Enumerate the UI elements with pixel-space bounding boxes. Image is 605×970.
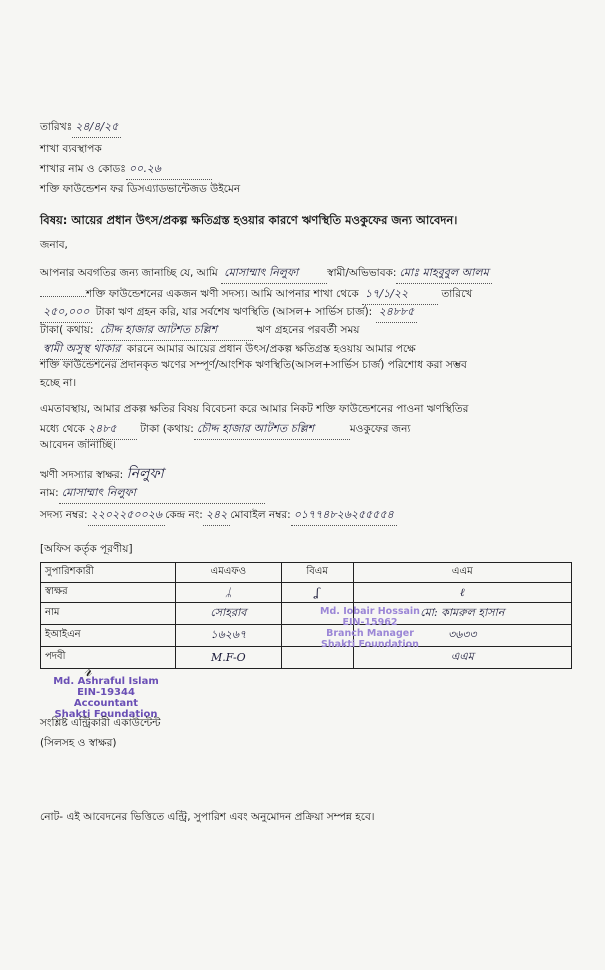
column-header: এমএফও — [176, 563, 282, 583]
signature-label: ঋণী সদস্যার স্বাক্ষর: — [40, 469, 124, 481]
member-name-value: মোসাম্মাৎ নিলুফা — [59, 484, 265, 504]
body-text: শক্তি ফাউন্ডেশনের একজন ঋণী সদস্য। আমি আপনার শাখা থেকে — [86, 288, 359, 300]
member-name-line — [40, 484, 265, 504]
column-header: এএম — [353, 563, 571, 583]
mfo-designation: M.F-O — [176, 647, 282, 669]
row-label: পদবী — [41, 647, 176, 669]
mobile-label: মোবাইল নম্বর: — [230, 509, 291, 521]
recipient-line: শাখা ব্যবস্থাপক — [40, 143, 102, 155]
body-text: মওকুফের জন্য — [349, 423, 411, 435]
name-label: নাম: — [40, 487, 59, 499]
mobile-value: ০১৭৭৪৮২৬২৫৫৫৫৪ — [291, 506, 397, 526]
body-line-2 — [40, 285, 472, 305]
bm-signature: ʆ — [281, 583, 353, 603]
body-line-3 — [40, 303, 417, 323]
blank-dots — [40, 296, 86, 297]
reason-handwritten: স্বামী অসুস্থ থাকার — [40, 340, 123, 360]
date-label: তারিখঃ — [40, 121, 73, 133]
mfo-name: সোহরাব — [176, 603, 282, 625]
body-line-7: হচ্ছে না। — [40, 377, 77, 389]
table-header-row — [41, 563, 572, 583]
body-text: টাকা (কথায়: — [140, 423, 194, 435]
stamp-ein: EIN-19344 — [77, 687, 135, 698]
waiver-amount-handwritten: ২৪৮৫ — [85, 420, 137, 440]
stamp-name: Md. Iobair Hossain — [320, 606, 420, 617]
mfo-ein: ১৬২৬৭ — [176, 625, 282, 647]
body-line-6: শক্তি ফাউন্ডেশনের প্রদানকৃত ঋণের সম্পূর্ণ/আংশিক ঋণস্থিতি(আসল+সার্ভিস চার্জ) পরিশোধ করা সম্ভব — [40, 359, 467, 371]
branch-line — [40, 160, 212, 180]
member-signature: নিলুফা — [126, 466, 164, 482]
mfo-signature: ᛦ — [176, 583, 282, 603]
organization-line: শক্তি ফাউন্ডেশন ফর ডিসএ্যাডভান্টেজড উইমেন — [40, 183, 241, 195]
body-text: তারিখে — [441, 288, 473, 300]
request-line-2 — [40, 420, 410, 440]
body-text: ঋণ গ্রহনের পরবর্তী সময় — [256, 324, 360, 336]
seal-note: (সিলসহ ও স্বাক্ষর) — [40, 737, 117, 749]
accountant-signature: 𝓇 — [84, 660, 92, 681]
body-line-4 — [40, 321, 359, 341]
branch-value: ০০.২৬ — [126, 160, 212, 180]
loan-amount-handwritten: ২৫০,০০০ — [40, 303, 92, 323]
member-no-value: ২২০২২৫০০২৬ — [88, 506, 166, 526]
am-name: মো: কামরুল হাসান — [353, 603, 571, 625]
date-value: ২৪/৪/২৫ — [72, 118, 121, 138]
stamp-org: Shakti Foundation — [321, 639, 419, 650]
am-designation: এএম — [353, 647, 571, 669]
body-text: কারনে আমার আয়ের প্রধান উৎস/প্রকল্প ক্ষতিগ্রস্ত হওয়ায় আমার পক্ষে — [126, 343, 416, 355]
member-name-handwritten: মোসাম্মাৎ নিলুফা — [221, 264, 327, 284]
body-text: আপনার অবগতির জন্য জানাচ্ছি যে, আমি — [40, 267, 218, 279]
salutation: জনাব, — [40, 239, 68, 251]
request-line-3: আবেদন জানাচ্ছি। — [40, 439, 116, 451]
am-signature: ℓ — [353, 583, 571, 603]
stamp-ein: EIN-15962 — [342, 617, 398, 628]
body-text: স্বামী/অভিভাবক: — [327, 267, 397, 279]
body-line-1 — [40, 264, 492, 284]
request-line-1: এমতাবস্থায়, আমার প্রকল্প ক্ষতির বিষয় বিবেচনা করে আমার নিকট শক্তি ফাউন্ডেশনের পাওনা ঋণস্থিতির — [40, 403, 469, 415]
stamp-org: Shakti Foundation — [54, 709, 158, 720]
balance-words-handwritten: চৌদ্দ হাজার আটশত চল্লিশ — [97, 321, 253, 341]
waiver-words-handwritten: চৌদ্দ হাজার আটশত চল্লিশ — [194, 420, 350, 440]
column-header: বিএম — [281, 563, 353, 583]
am-ein: ৩৬৩৩ — [353, 625, 571, 647]
loan-date-handwritten: ১৭/১/২২ — [362, 285, 438, 305]
body-text: মধ্যে থেকে — [40, 423, 85, 435]
footer-note: নোট- এই আবেদনের ভিত্তিতে এন্ট্রি, সুপারিশ এবং অনুমোদন প্রক্রিয়া সম্পন্ন হবে। — [40, 811, 375, 823]
row-label: ইআইএন — [41, 625, 176, 647]
member-signature-line — [40, 462, 164, 486]
branch-label: শাখার নাম ও কোডঃ — [40, 163, 126, 175]
column-header: সুপারিশকারী — [41, 563, 176, 583]
member-number-line — [40, 506, 397, 526]
table-row — [41, 583, 572, 603]
stamp-title: Accountant — [73, 698, 139, 709]
row-label: স্বাক্ষর — [41, 583, 176, 603]
center-value: ২৪২ — [203, 506, 230, 526]
body-text: টাকা( কথায়: — [40, 324, 94, 336]
office-heading: [অফিস কর্তৃক পূরণীয়] — [40, 543, 133, 555]
balance-handwritten: ২৪৮৮৫ — [376, 303, 418, 323]
accountant-role: সংশ্লিষ্ট এন্ট্রিকারী একাউন্টেন্ট — [40, 717, 161, 729]
guardian-name-handwritten: মোঃ মাহবুবুল আলম — [396, 264, 492, 284]
subject-line: বিষয়: আয়ের প্রধান উৎস/প্রকল্প ক্ষতিগ্রস্ত হওয়ার কারণে ঋণস্থিতি মওকুফের জন্য আবেদন। — [40, 213, 458, 227]
body-line-5 — [40, 340, 416, 360]
body-text: টাকা ঋণ গ্রহন করি, যার সর্বশেষ ঋণস্থিতি (আসল+ সার্ভিস চার্জ): — [95, 306, 373, 318]
branch-manager-stamp — [305, 606, 435, 650]
row-label: নাম — [41, 603, 176, 625]
center-label: কেন্দ্র নং: — [165, 509, 203, 521]
stamp-title: Branch Manager — [326, 628, 414, 639]
stamp-name: Md. Ashraful Islam — [53, 676, 159, 687]
member-no-label: সদস্য নম্বর: — [40, 509, 88, 521]
accountant-stamp — [36, 676, 176, 720]
date-line — [40, 118, 121, 138]
